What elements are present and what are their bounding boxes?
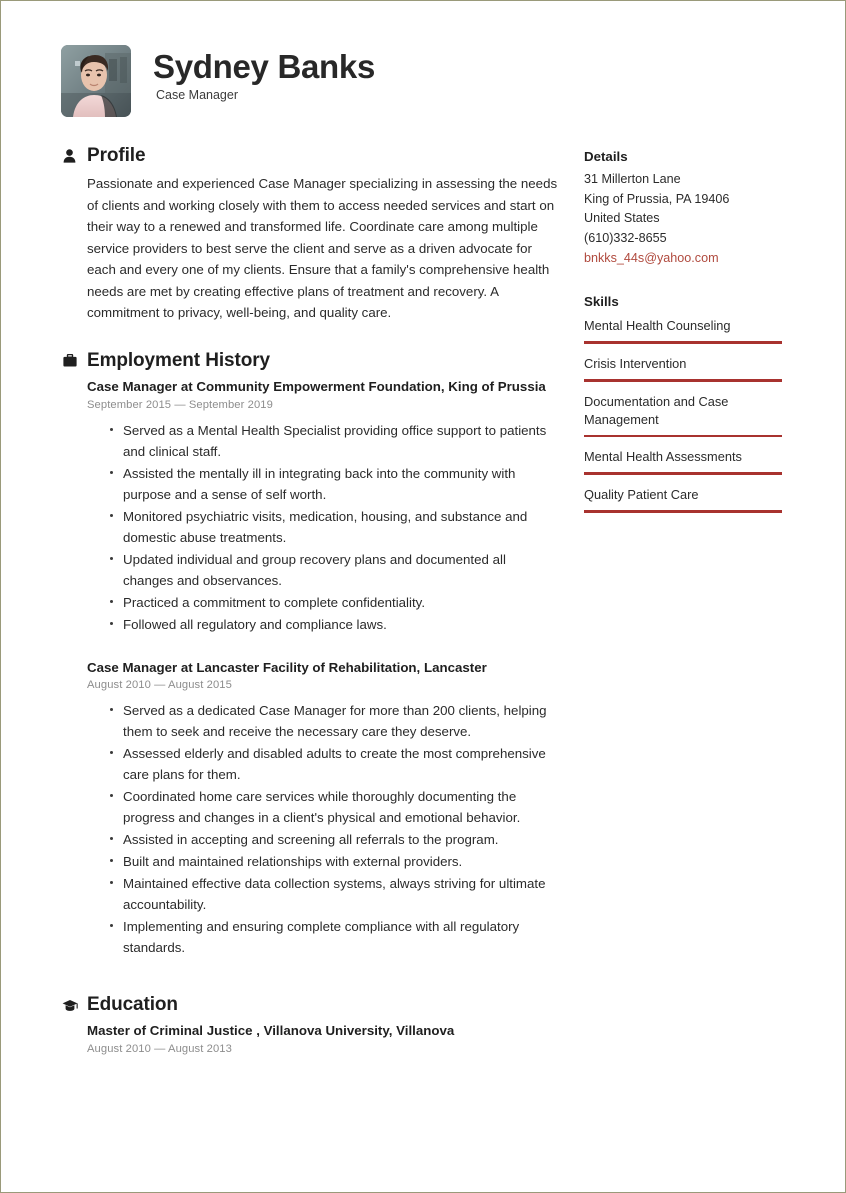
list-item: Assisted the mentally ill in integrating back into the community with purpose and a sense of self worth.: [109, 463, 558, 505]
employment-entry: [87, 659, 558, 959]
section-education-title: Education: [87, 994, 178, 1016]
profile-photo-icon: [61, 45, 131, 117]
skill-item: [584, 391, 796, 438]
skill-level-bar: [584, 510, 782, 513]
person-icon: [61, 147, 78, 165]
section-education-header: [61, 994, 558, 1016]
name-block: [153, 45, 375, 102]
education-entry-date: August 2010 — August 2013: [87, 1043, 232, 1056]
education-entry-title: Master of Criminal Justice , Villanova University, Villanova: [87, 1023, 455, 1039]
list-item: Implementing and ensuring complete compliance with all regulatory standards.: [109, 916, 558, 958]
job-title: Case Manager: [156, 87, 238, 102]
section-education: [61, 994, 558, 1055]
section-education-body: [61, 1022, 558, 1055]
employment-entry: [87, 378, 558, 635]
main-column: [61, 145, 558, 1081]
section-profile-title: Profile: [87, 145, 146, 166]
employment-entry-date: September 2015 — September 2019: [87, 398, 273, 411]
list-item: Coordinated home care services while thoroughly documenting the progress and changes in a client's physical and emotional behavior.: [109, 786, 558, 828]
graduation-cap-icon: [61, 996, 78, 1014]
detail-address-street: 31 Millerton Lane: [584, 172, 681, 186]
employment-entry-bullets: [87, 700, 558, 958]
skills-title: Skills: [584, 294, 619, 310]
resume-canvas: [1, 1, 845, 1192]
employment-entry-title: Case Manager at Community Empowerment Foundation, King of Prussia: [87, 378, 546, 394]
skills-block: [584, 294, 796, 512]
section-employment-header: [61, 350, 558, 372]
skill-label: Crisis Intervention: [584, 355, 687, 371]
detail-address-city: King of Prussia, PA 19406: [584, 191, 730, 206]
skill-label: Mental Health Assessments: [584, 449, 742, 465]
section-employment-body: [61, 378, 558, 959]
education-entry: [87, 1022, 558, 1055]
content-columns: [1, 145, 845, 1081]
list-item: Updated individual and group recovery plans and documented all changes and observances.: [109, 549, 558, 591]
skill-label: Quality Patient Care: [584, 486, 699, 502]
skill-level-bar: [584, 379, 782, 382]
skill-item: [584, 315, 796, 344]
briefcase-icon: [61, 352, 78, 370]
skill-level-bar: [584, 435, 782, 438]
list-item: Assisted in accepting and screening all referrals to the program.: [109, 829, 558, 850]
page-title: Sydney Banks: [153, 48, 376, 85]
resume-header: [1, 1, 845, 117]
details-title: Details: [584, 149, 628, 164]
detail-email[interactable]: bnkks_44s@yahoo.com: [584, 250, 719, 265]
list-item: Served as a Mental Health Specialist providing office support to patients and clinical staff.: [109, 420, 558, 462]
employment-entry-bullets: [87, 420, 558, 635]
sidebar-column: [584, 145, 796, 535]
employment-entry-date: August 2010 — August 2015: [87, 679, 232, 692]
section-employment: [61, 350, 558, 959]
list-item: Practiced a commitment to complete confidentiality.: [109, 592, 558, 613]
list-item: Followed all regulatory and compliance laws.: [109, 614, 558, 635]
skill-label: Documentation and Case Management: [584, 393, 729, 427]
section-profile-header: [61, 145, 558, 167]
list-item: Built and maintained relationships with external providers.: [109, 851, 558, 872]
employment-entry-title: Case Manager at Lancaster Facility of Rehabilitation, Lancaster: [87, 659, 487, 675]
section-profile: [61, 145, 558, 324]
skill-label: Mental Health Counseling: [584, 318, 731, 334]
skill-level-bar: [584, 341, 782, 344]
section-profile-body: [61, 173, 558, 324]
profile-text: Passionate and experienced Case Manager specializing in assessing the needs of clients and working closely with them to access needed services and start on their way to a renewed and transformed life. Coordinate care among multiple service providers to best serve the client and serve as a driven advocate for each and every one of my clients. Ensure that a family's comprehensive health needs are met by creating effective plans of treatment and recovery. A commitment to privacy, well-being, and quality care.: [87, 176, 558, 321]
detail-phone: (610)332-8655: [584, 230, 667, 245]
section-employment-title: Employment History: [87, 349, 270, 371]
skill-item: [584, 446, 796, 475]
list-item: Maintained effective data collection systems, always striving for ultimate accountability.: [109, 873, 558, 915]
list-item: Monitored psychiatric visits, medication, housing, and substance and domestic abuse treatments.: [109, 506, 558, 548]
avatar: [61, 45, 131, 117]
detail-address-country: United States: [584, 211, 660, 226]
list-item: Assessed elderly and disabled adults to create the most comprehensive care plans for them.: [109, 743, 558, 785]
skill-item: [584, 353, 796, 382]
skill-item: [584, 484, 796, 513]
list-item: Served as a dedicated Case Manager for more than 200 clients, helping them to seek and receive the necessary care they deserve.: [109, 700, 558, 742]
skill-level-bar: [584, 472, 782, 475]
details-block: [584, 149, 796, 268]
